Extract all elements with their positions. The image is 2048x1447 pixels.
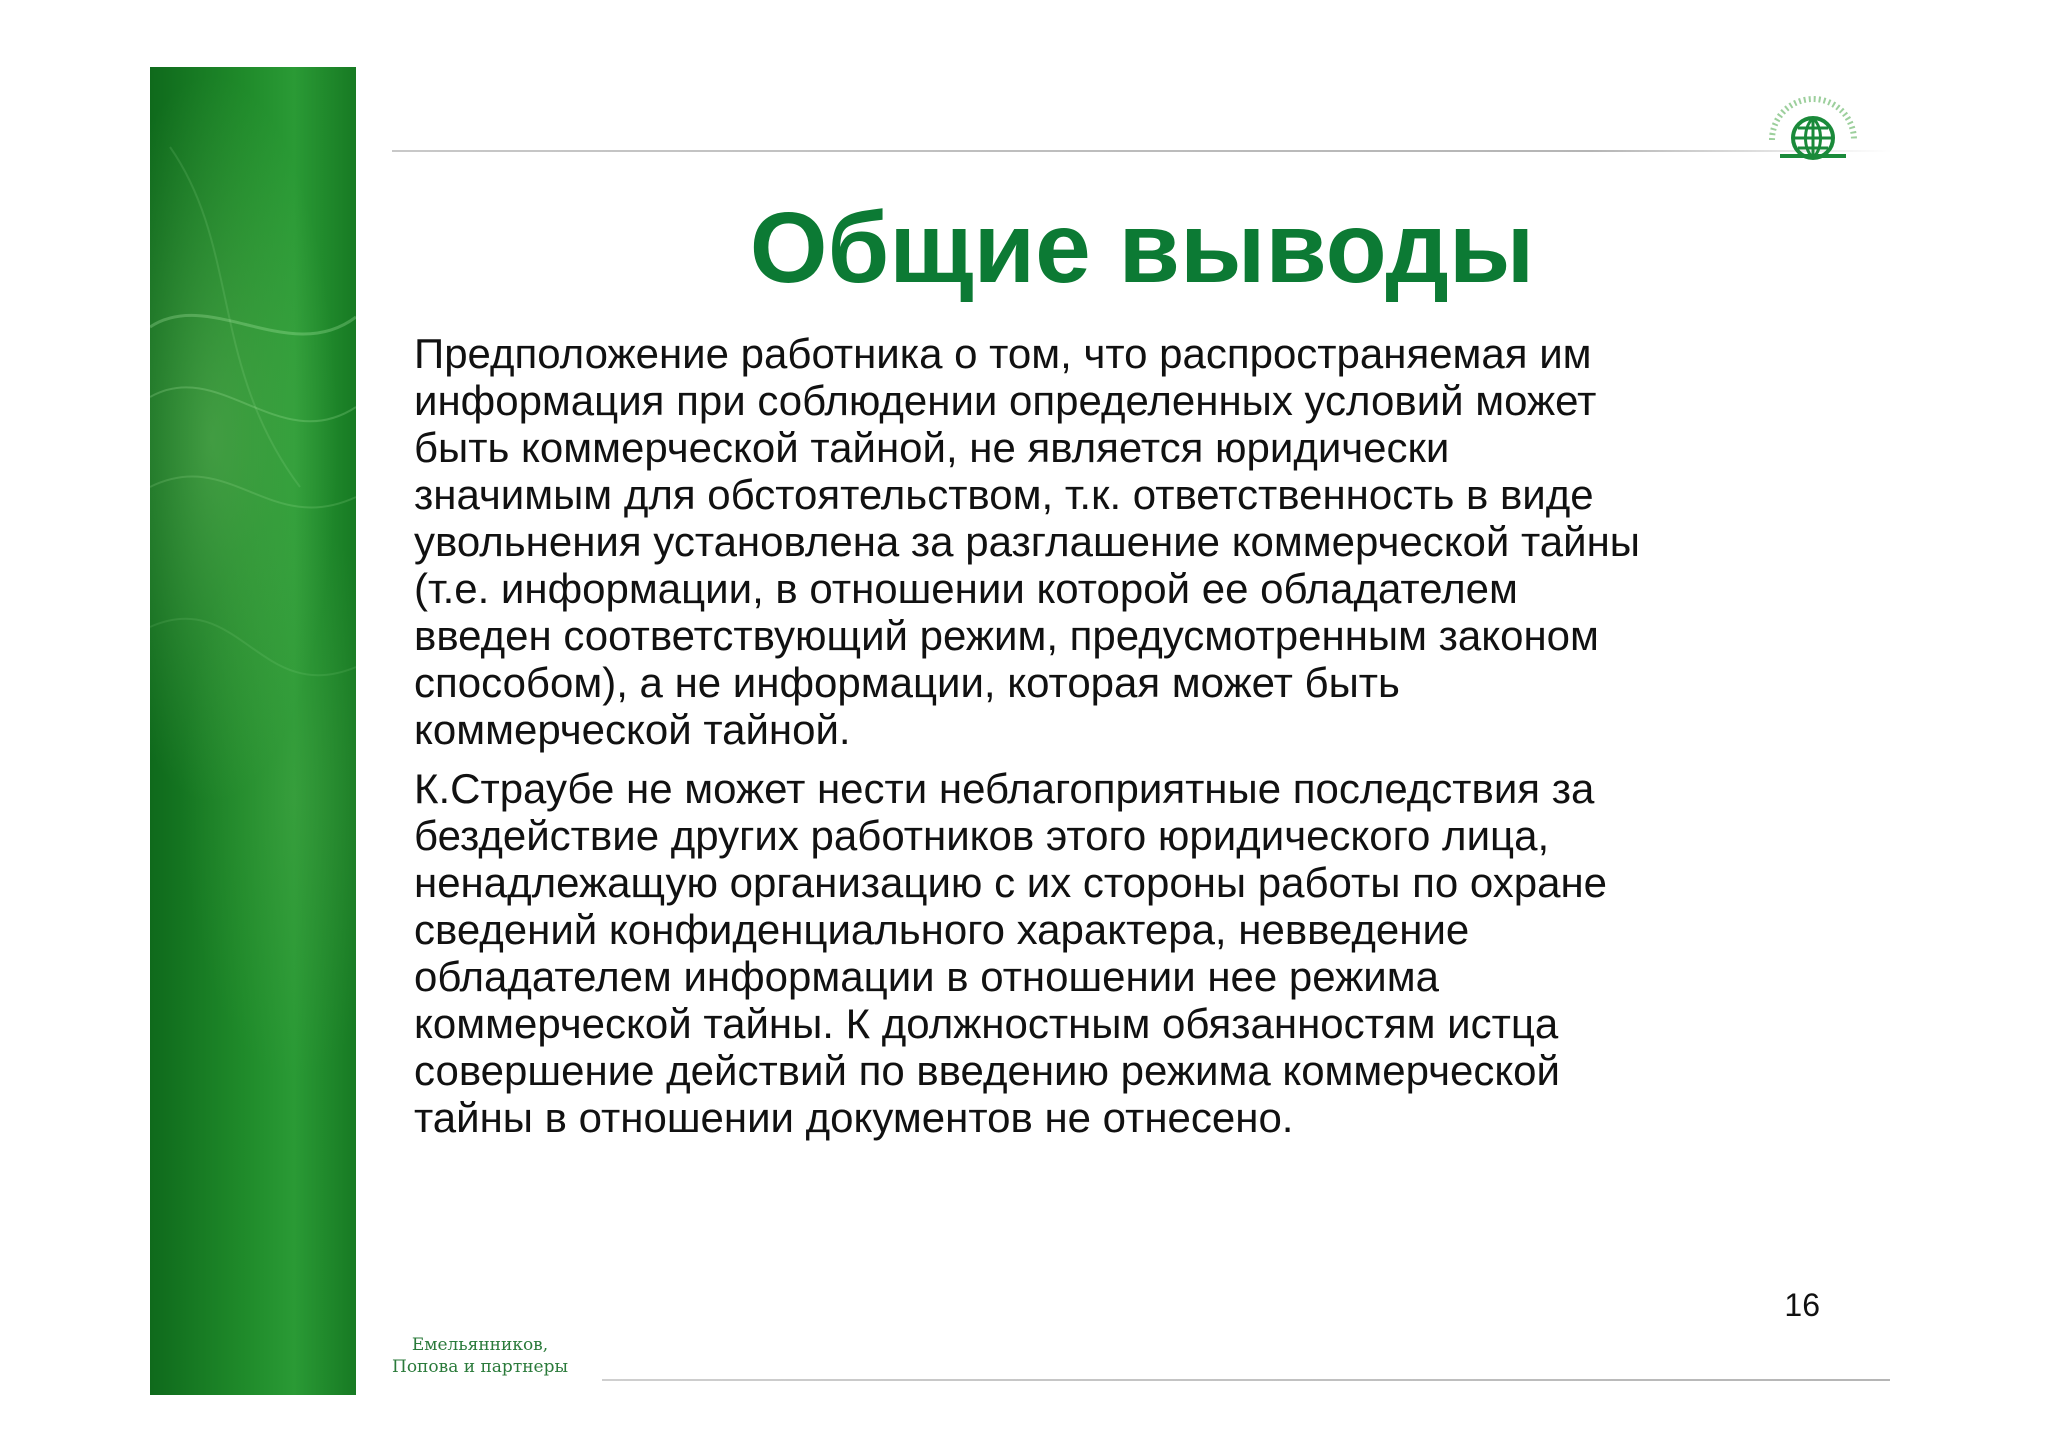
swirl-decoration bbox=[150, 67, 356, 1395]
slide-body bbox=[414, 330, 1864, 1153]
footer-brand-logo bbox=[392, 1334, 568, 1378]
globe-icon bbox=[1758, 92, 1868, 162]
page-number: 16 bbox=[1784, 1287, 1820, 1323]
conclusion-paragraph-1: Предположение работника о том, что распространяемая им информация при соблюдении определенных условий может быть коммерческой тайной, не является юридически значимым для обстоятельством, т.к. ответственность в виде увольнения установлена за разглашение коммерческой тайны (т.е. информации, в отношении которой ее обладателем введен соответствующий режим, предусмотренным законом способом), а не информации, которая может быть коммерческой тайной. bbox=[414, 330, 1640, 753]
decorative-green-sidebar bbox=[150, 67, 356, 1395]
footer-brand-line-2: Попова и партнеры bbox=[392, 1357, 569, 1377]
conclusion-paragraph-2: К.Страубе не может нести неблагоприятные последствия за бездействие других работников этого юридического лица, ненадлежащую организацию с их стороны работы по охране сведений конфиденциального характера, невведение обладателем информации в отношении нее режима коммерческой тайны. К должностным обязанностям истца совершение действий по введению режима коммерческой тайны в отношении документов не отнесено. bbox=[414, 765, 1608, 1141]
slide-title: Общие выводы bbox=[749, 192, 1535, 304]
footer-divider bbox=[602, 1379, 1890, 1381]
header-divider bbox=[392, 150, 1892, 152]
footer-brand-line-1: Емельянников, bbox=[411, 1335, 549, 1355]
